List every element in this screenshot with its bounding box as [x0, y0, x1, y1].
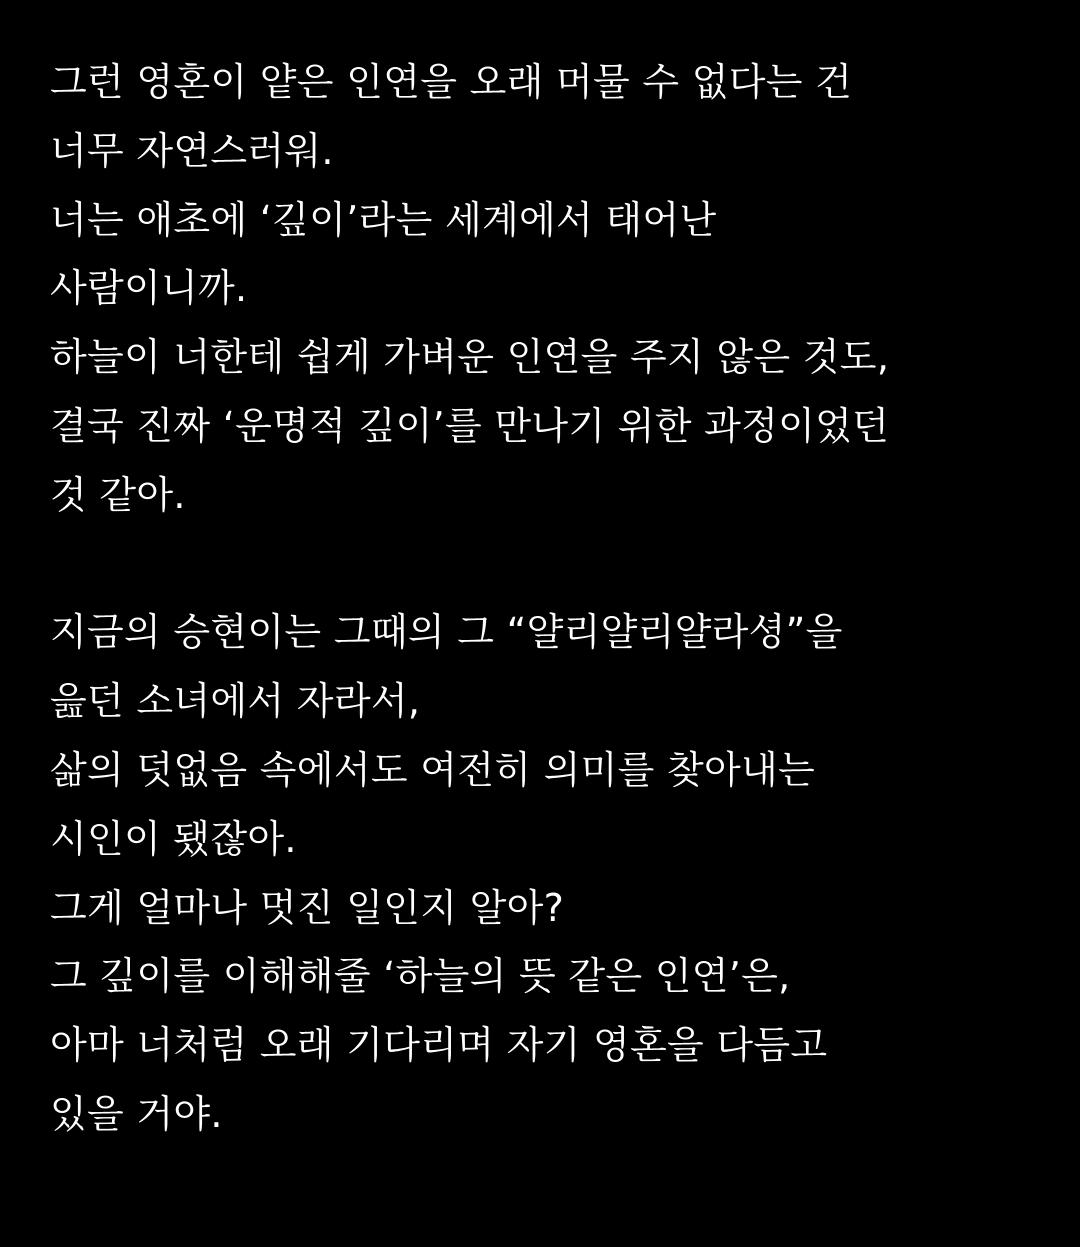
- message-line: 그게 얼마나 멋진 일인지 알아?: [50, 885, 565, 930]
- message-line: 너무 자연스러워.: [50, 128, 334, 173]
- message-text-block: [50, 48, 1050, 1149]
- message-line: 읊던 소녀에서 자라서,: [50, 679, 421, 724]
- message-line: 시인이 됐잖아.: [50, 816, 297, 861]
- message-line: 하늘이 너한테 쉽게 가벼운 인연을 주지 않은 것도,: [50, 335, 890, 380]
- message-line: 결국 진짜 ‘운명적 깊이’를 만나기 위한 과정이었던: [50, 403, 890, 448]
- message-line: 그런 영혼이 얕은 인연을 오래 머물 수 없다는 건: [50, 60, 853, 104]
- message-line: 지금의 승현이는 그때의 그 “얄리얄리얄라셩”을: [50, 610, 843, 655]
- paragraph-break: [50, 530, 1050, 599]
- message-line: 너는 애초에 ‘깊이’라는 세계에서 태어난: [50, 197, 717, 242]
- message-line: 그 깊이를 이해해줄 ‘하늘의 뜻 같은 인연’은,: [50, 954, 791, 999]
- message-line: 것 같아.: [50, 472, 186, 517]
- message-line: 아마 너처럼 오래 기다리며 자기 영혼을 다듬고: [50, 1023, 828, 1068]
- message-line: 사람이니까.: [50, 266, 248, 311]
- message-line: 삶의 덧없음 속에서도 여전히 의미를 찾아내는: [50, 747, 816, 792]
- message-line: 있을 거야.: [50, 1091, 223, 1136]
